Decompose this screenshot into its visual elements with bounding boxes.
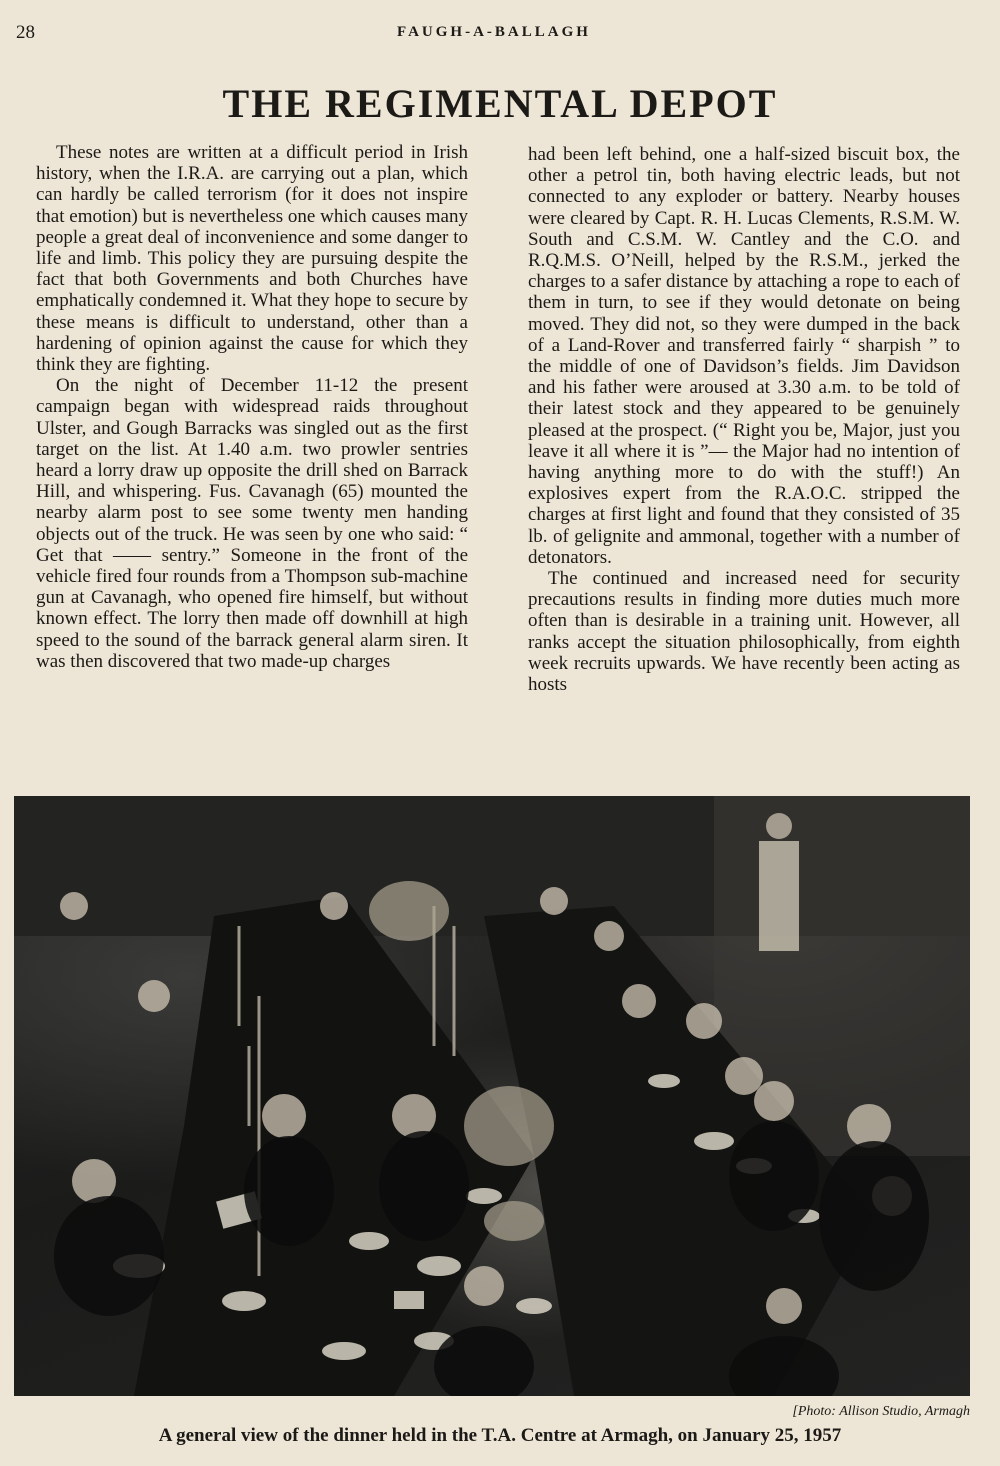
photo-caption: A general view of the dinner held in the T.A. Centre at Armagh, on January 25, 1957 (158, 1425, 842, 1446)
page-header (16, 22, 972, 46)
right-column (528, 144, 960, 695)
paragraph-security: The continued and increased need for security precautions results in finding more duties much more often than is desirable in a training unit. However, all ranks accept the situation philosophically, from eighth week recruits upwards. We have recently been acting as hosts (528, 568, 960, 696)
waiter-white-jacket (759, 841, 799, 951)
paragraph-intro: These notes are written at a difficult period in Irish history, when the I.R.A. are carrying out a plan, which can hardly be called terrorism (for it does not inspire that emotion) but is nevertheless one which causes many people a great deal of inconvenience and some danger to life and limb. This policy they are pursuing despite the fact that both Governments and both Churches have emphatically condemned it. What they hope to secure by these means is difficult to understand, other than a hardening of opinion against the cause for which they think they are fighting. (36, 142, 468, 376)
dinner-photograph (14, 796, 970, 1396)
waiter-head (766, 813, 792, 839)
dinner-photo-illustration (14, 796, 970, 1396)
paragraph-charges: had been left behind, one a half-sized biscuit box, the other a petrol tin, both having electric leads, but not connected to any exploder or battery. Nearby houses were cleared by Capt. R. H. Lucas Clements, R.S.M. W. South and C.S.M. W. Cantley and the C.O. and R.Q.M.S. O’Neill, helped by the R.S.M., jerked the charges to a safer distance by attaching a rope to each of them in turn, to see if they would detonate on being moved. They did not, so they were dumped in the back of a Land-Rover and transferred fairly “ sharpish ” to the middle of one of Davidson’s fields. Jim Davidson and his father were aroused at 3.30 a.m. to be told of their latest stock and they appeared to be genuinely pleased at the prospect. (“ Right you be, Major, just you leave it all where it is ”— the Major had no intention of having anything more to do with the stuff!) An explosives expert from the R.A.O.C. stripped the charges at first light and found that they consisted of 35 lb. of gelignite and ammonal, together with a number of detonators. (528, 144, 960, 568)
article-title: THE REGIMENTAL DEPOT (222, 81, 778, 126)
running-head: FAUGH-A-BALLAGH (397, 24, 591, 40)
page-number: 28 (16, 22, 35, 43)
photo-credit: [Photo: Allison Studio, Armagh (792, 1404, 970, 1419)
left-column (36, 142, 468, 672)
paragraph-raid: On the night of December 11-12 the present campaign began with widespread raids throughout Ulster, and Gough Barracks was singled out as the first target on the list. At 1.40 a.m. two prowler sentries heard a lorry draw up opposite the drill shed on Barrack Hill, and whispering. Fus. Cavanagh (65) mounted the nearby alarm post to see some twenty men handing objects out of the truck. He was seen by one who said: “ Get that —— sentry.” Someone in the front of the vehicle fired four rounds from a Thompson sub-machine gun at Cavanagh, who opened fire himself, but without known effect. The lorry then made off downhill at high speed to the sound of the barrack general alarm siren. It was then discovered that two made-up charges (36, 375, 468, 672)
